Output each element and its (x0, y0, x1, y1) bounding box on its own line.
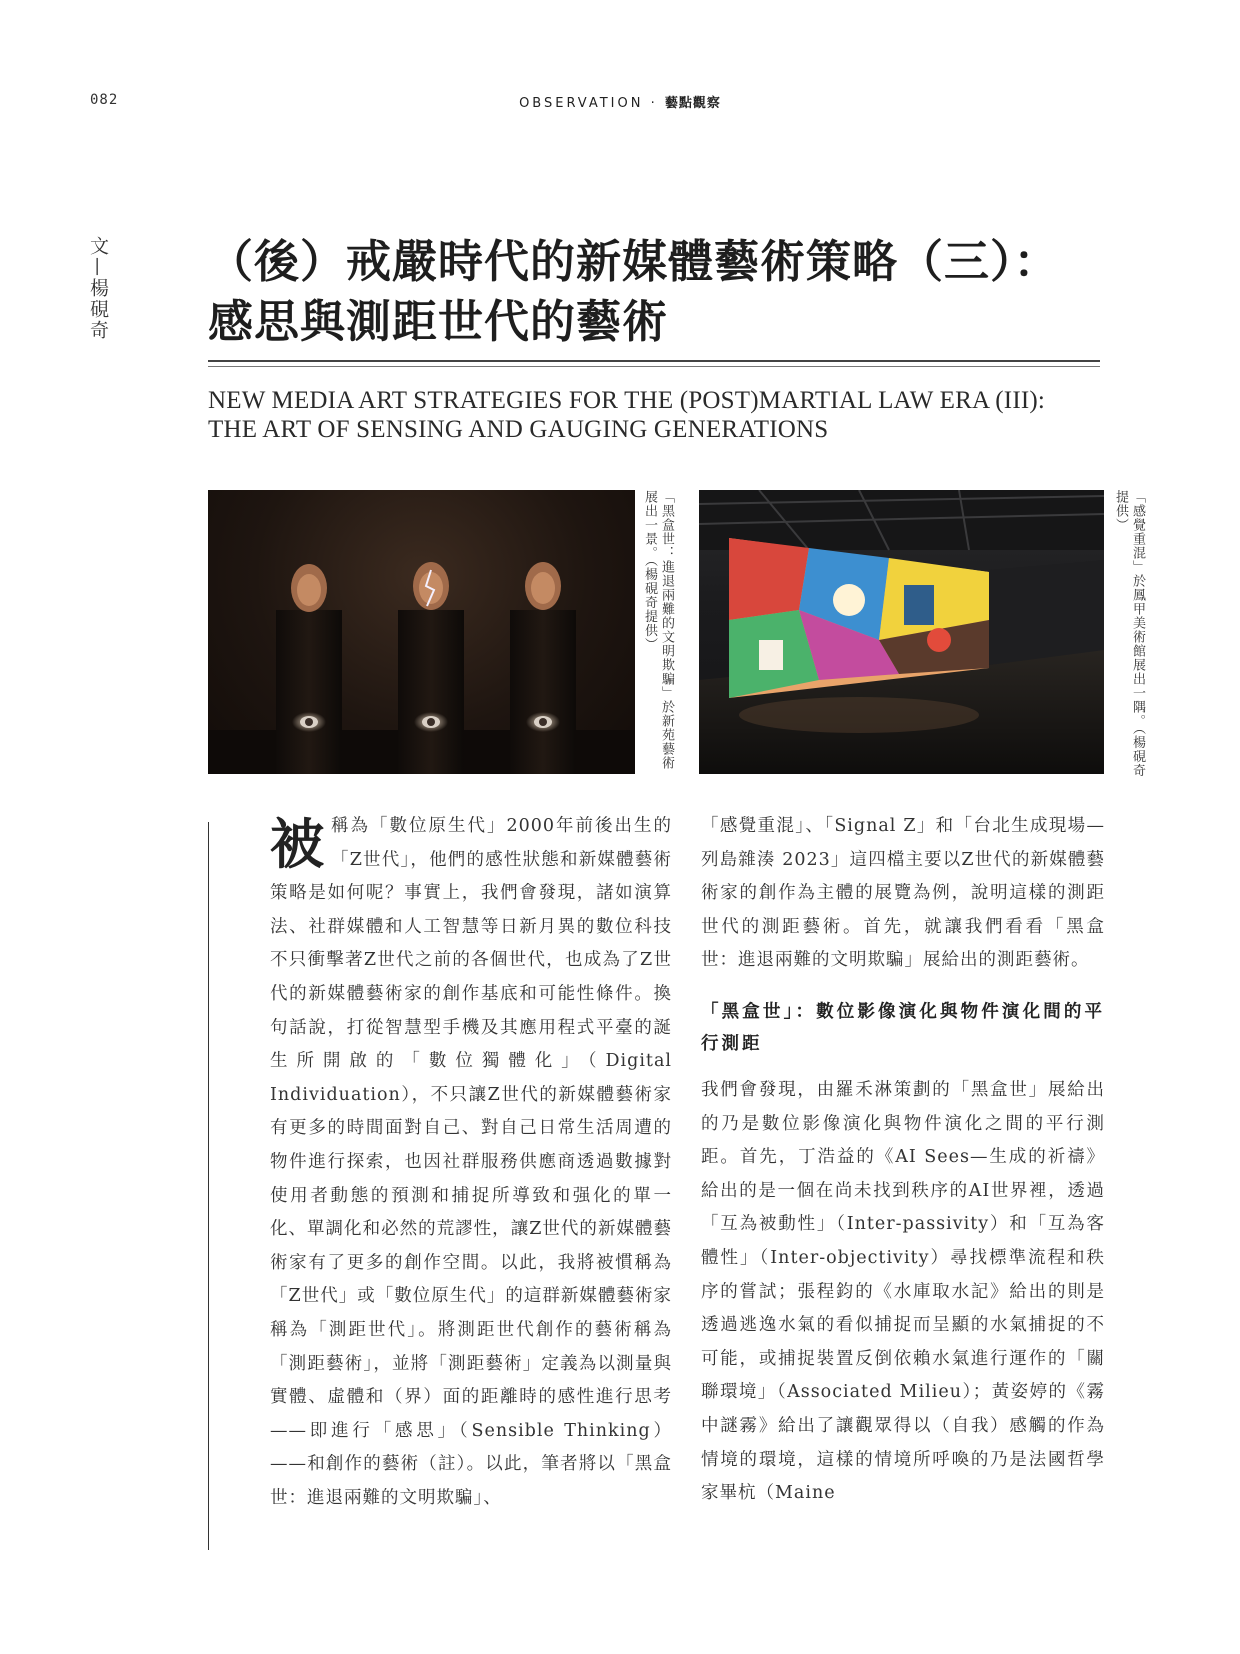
page-number: 082 (90, 92, 119, 108)
column-rule (208, 822, 209, 1550)
title-rule-thin (208, 366, 1100, 367)
section-zh: 藝點觀察 (664, 96, 721, 111)
english-title (208, 386, 1108, 444)
byline-prefix: 文 (87, 236, 109, 257)
photo-caption-black-box: 「黑盒世：進退兩難的文明欺騙」於新苑藝術展出一景。（楊硯奇提供） (642, 490, 674, 770)
exhibition-photo-sensory-remix (699, 490, 1104, 774)
photo-caption-sensory-remix: 「感覺重混」於鳳甲美術館展出一隅。（楊硯奇提供） (1113, 490, 1145, 778)
drop-cap: 被 (270, 812, 325, 876)
column-2-paragraph-1: 「感覺重混」、「Signal Z」和「台北生成現場—列島雜湊 2023」這四檔主要以Z世代的新媒體藝術家的創作為主體的展覽為例，說明這樣的測距世代的測距藝術。首先，就讓我們看看「黑盒世：進退兩難的文明欺騙」展給出的測距藝術。 (701, 816, 1105, 971)
section-en: OBSERVATION (519, 96, 644, 111)
photo-sensory-remix-illustration (699, 490, 1104, 774)
pedestal-center (398, 562, 464, 774)
photo-black-box-illustration (208, 490, 635, 774)
byline (86, 236, 112, 341)
title-line-2: 感思與測距世代的藝術 (208, 295, 669, 348)
pedestal-right (510, 562, 576, 774)
en-title-line-2: THE ART OF SENSING AND GAUGING GENERATIONS (208, 416, 829, 443)
exhibition-photo-black-box (208, 490, 635, 774)
article-column-1 (270, 810, 672, 1515)
article-column-2 (701, 810, 1105, 1511)
column-1-text: 稱為「數位原生代」2000年前後出生的「Z世代」，他們的感性狀態和新媒體藝術策略是如何呢？事實上，我們會發現，諸如演算法、社群媒體和人工智慧等日新月異的數位科技不只衝擊著Z世代之前的各個世代，也成為了Z世代的新媒體藝術家的創作基底和可能性條件。換句話說，打從智慧型手機及其應用程式平臺的誕生所開啟的「數位獨體化」（Digital Individuation），不只讓Z世代的新媒體藝術家有更多的時間面對自己、對自己日常生活周遭的物件進行探索，也因社群服務供應商透過數據對使用者動態的預測和捕捉所導致和强化的單一化、單調化和必然的荒謬性，讓Z世代的新媒體藝術家有了更多的創作空間。以此，我將被慣稱為「Z世代」或「數位原生代」的這群新媒體藝術家稱為「測距世代」。將測距世代創作的藝術稱為「測距藝術」，並將「測距藝術」定義為以測量與實體、虛體和（界）面的距離時的感性進行思考——即進行「感思」（Sensible Thinking）——和創作的藝術（註）。以此，筆者將以「黑盒世：進退兩難的文明欺騙」、 (270, 816, 672, 1508)
column-2-paragraph-2: 我們會發現，由羅禾淋策劃的「黑盒世」展給出的乃是數位影像演化與物件演化之間的平行測距。首先，丁浩益的《AI Sees—生成的祈禱》給出的是一個在尚未找到秩序的AI世界裡，透過「互為被動性」（Inter-passivity）和「互為客體性」（Inter-objectivity）尋找標準流程和秩序的嘗試；張程鈞的《水庫取水記》給出的則是透過逃逸水氣的看似捕捉而呈顯的水氣捕捉的不可能，或捕捉裝置反倒依賴水氣進行運作的「關聯環境」（Associated Milieu）；黃姿婷的《霧中謎霧》給出了讓觀眾得以（自我）感觸的作為情境的環境，這樣的情境所呼喚的乃是法國哲學家畢杭（Maine (701, 1079, 1105, 1504)
section-separator: · (650, 96, 658, 111)
title-line-1: （後）戒嚴時代的新媒體藝術策略（三）： (208, 235, 1060, 288)
en-title-line-1: NEW MEDIA ART STRATEGIES FOR THE (POST)MARTIAL LAW ERA (III): (208, 387, 1046, 414)
title-rule-thick (208, 360, 1100, 362)
byline-author: 楊硯奇 (87, 278, 109, 341)
byline-dash: — (87, 257, 109, 278)
running-head (0, 92, 1240, 111)
pedestal-left (276, 564, 342, 774)
article-title (208, 232, 1108, 352)
section-subheading: 「黑盒世」：數位影像演化與物件演化間的平行測距 (701, 1001, 1105, 1054)
